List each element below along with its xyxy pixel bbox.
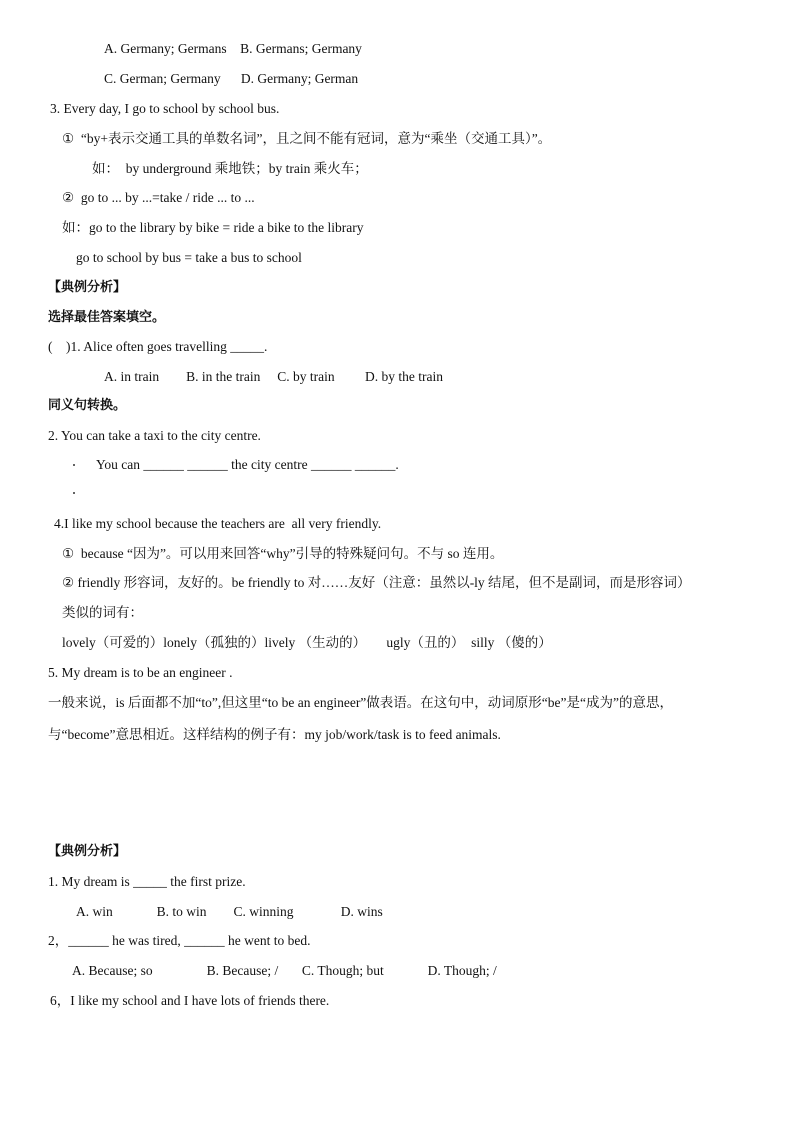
example-line: 如：go to the library by bike = ride a bike to the library	[62, 220, 364, 235]
bullet-dot	[73, 464, 75, 466]
options-line: A. Germany; Germans B. Germans; Germany	[104, 41, 362, 56]
instruction-heading: 同义句转换。	[48, 398, 127, 413]
question-line: 1. My dream is _____ the first prize.	[48, 874, 246, 889]
item-heading: 6，I like my school and I have lots of friends there.	[50, 993, 330, 1008]
question-line: You can ______ ______ the city centre ______ ______.	[96, 457, 399, 472]
item-heading: 5. My dream is to be an engineer .	[48, 665, 233, 680]
item-heading: 3. Every day, I go to school by school bus.	[50, 101, 280, 116]
example-line: lovely（可爱的）lonely（孤独的）lively （生动的） ugly（丑的） silly （傻的）	[62, 635, 552, 650]
options-line: A. in train B. in the train C. by train D. by the train	[104, 369, 443, 384]
explanation-line: 类似的词有：	[62, 605, 143, 620]
explanation-line: ① because “因为”。可以用来回答“why”引导的特殊疑问句。不与 so 连用。	[62, 546, 504, 561]
explanation-line: ② friendly 形容词，友好的。be friendly to 对……友好（注意：虽然以-ly 结尾，但不是副词，而是形容词）	[62, 575, 691, 590]
question-line: 2. You can take a taxi to the city centre.	[48, 428, 261, 443]
instruction-heading: 选择最佳答案填空。	[48, 310, 166, 325]
explanation-line: 一般来说，is 后面都不加“to”,但这里“to be an engineer”做表语。在这句中，动词原形“be”是“成为”的意思，	[48, 695, 674, 710]
options-line: A. Because; so B. Because; / C. Though; but D. Though; /	[72, 963, 497, 978]
options-line: C. German; Germany D. Germany; German	[104, 71, 359, 86]
example-line: go to school by bus = take a bus to school	[76, 250, 302, 265]
section-heading: 【典例分析】	[48, 844, 127, 859]
section-heading: 【典例分析】	[48, 280, 127, 295]
explanation-line: 与“become”意思相近。这样结构的例子有：my job/work/task is to feed animals.	[48, 727, 501, 742]
example-line: 如： by underground 乘地铁；by train 乘火车；	[92, 161, 368, 176]
item-heading: 4.I like my school because the teachers are all very friendly.	[54, 516, 382, 531]
question-line: ( )1. Alice often goes travelling _____.	[48, 339, 268, 354]
question-line: 2，______ he was tired, ______ he went to bed.	[48, 933, 311, 948]
options-line: A. win B. to win C. winning D. wins	[76, 904, 383, 919]
bullet-dot	[73, 492, 75, 494]
explanation-line: ② go to ... by ...=take / ride ... to ...	[62, 190, 255, 205]
explanation-line: ① “by+表示交通工具的单数名词”，且之间不能有冠词，意为“乘坐（交通工具）”。	[62, 131, 552, 146]
